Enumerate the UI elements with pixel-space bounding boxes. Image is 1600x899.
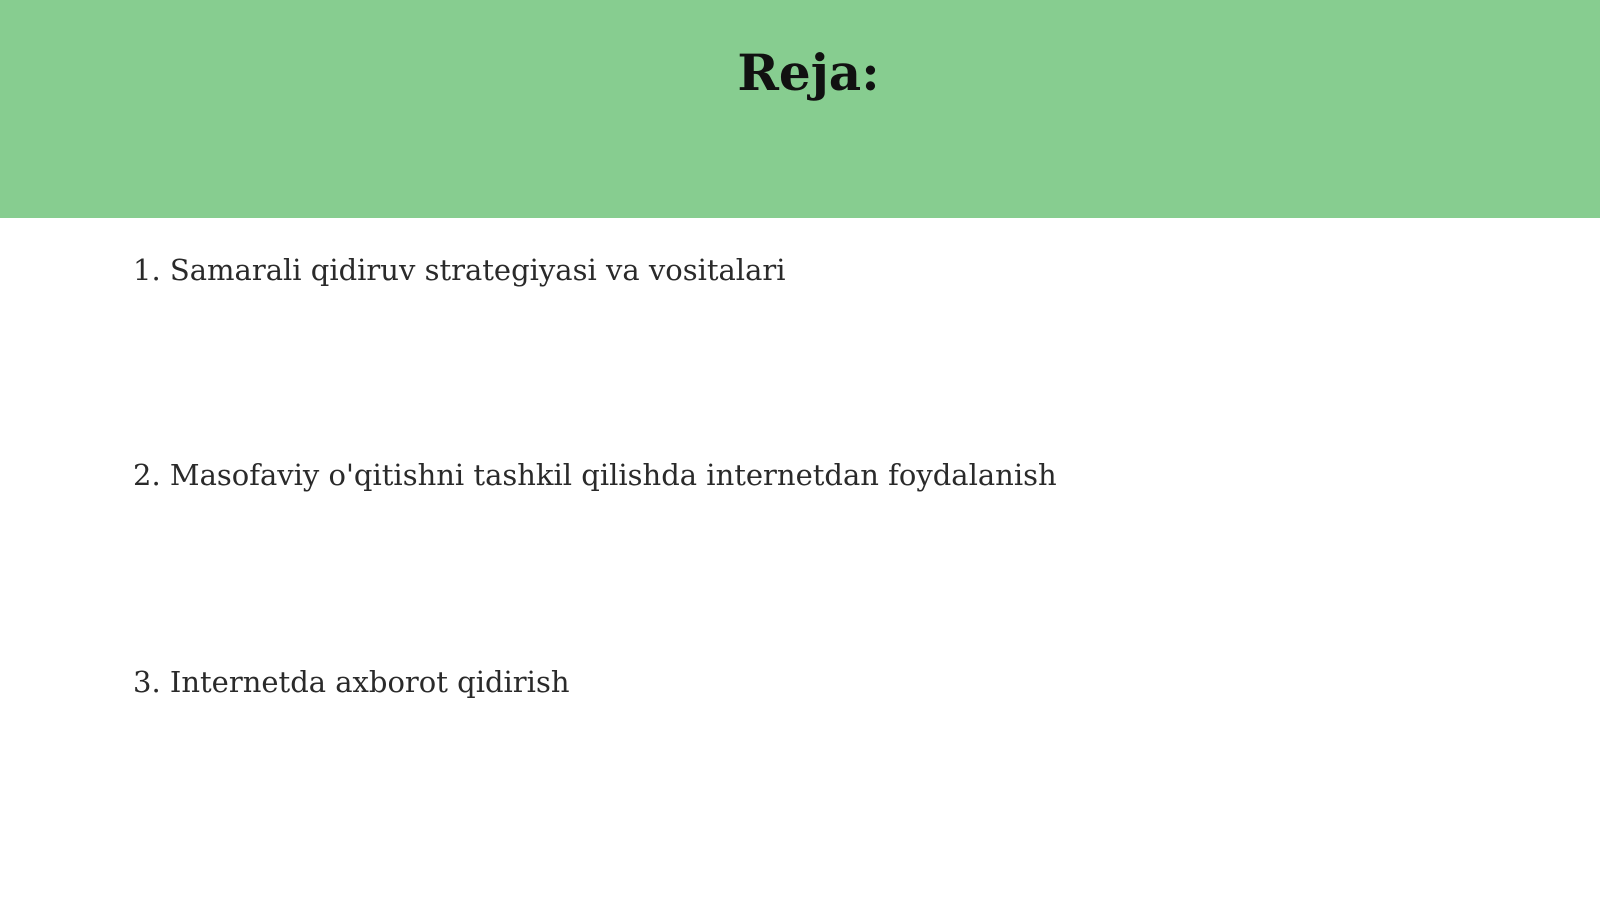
- header-band: [0, 0, 1600, 218]
- plan-item-2: 2. Masofaviy o'qitishni tashkil qilishda internetdan foydalanish: [133, 458, 1057, 492]
- plan-item-3: 3. Internetda axborot qidirish: [133, 665, 570, 699]
- slide-title: Reja:: [737, 43, 880, 102]
- plan-item-1: 1. Samarali qidiruv strategiyasi va vositalari: [133, 253, 786, 287]
